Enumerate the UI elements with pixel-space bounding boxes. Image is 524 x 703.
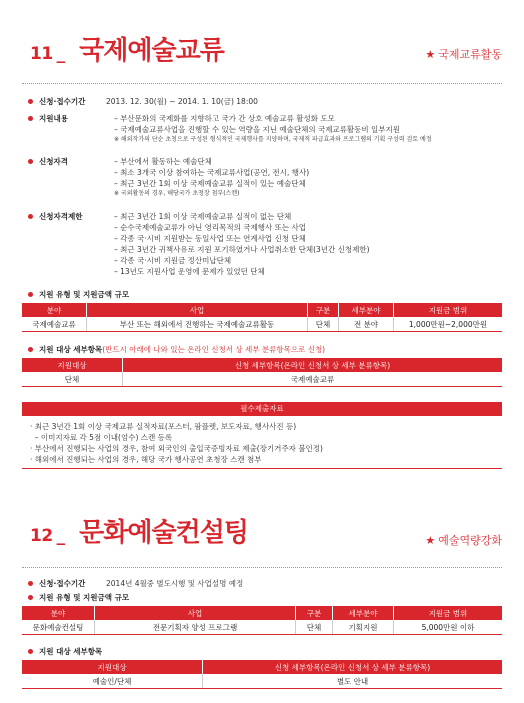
col-header: 세부분야 <box>333 606 394 620</box>
support-note: ※ 해외작가의 단순 초청으로 구성된 형식적인 국제행사를 지양하며, 국제적 파급효과와 프로그램의 기획 구성력 검토 예정 <box>114 136 432 143</box>
limit-line: – 최근 3년간 1회 이상 국제예술교류 실적이 없는 단체 <box>114 212 292 221</box>
section-tag <box>425 532 502 548</box>
table-header-row <box>22 660 502 674</box>
table-header-row <box>22 303 502 317</box>
table-cell: 문화예술컨설팅 <box>22 620 95 635</box>
period-label: 신청·접수기간 <box>39 579 86 588</box>
table-row <box>22 317 502 332</box>
section-dash: _ <box>56 44 66 64</box>
table-header-row <box>22 358 502 372</box>
scale-table <box>22 606 502 635</box>
section-tag-label: 국제교류활동 <box>438 48 502 61</box>
required-docs-list <box>30 421 323 465</box>
scale-label: 지원 유형 및 지원금액 규모 <box>39 290 130 299</box>
scale-label: 지원 유형 및 지원금액 규모 <box>39 593 130 602</box>
section-number: 11 <box>30 44 53 64</box>
bullet-icon <box>28 292 33 297</box>
qualification-row <box>28 156 68 167</box>
target-heading <box>28 646 102 657</box>
support-row <box>28 113 68 124</box>
target-note: (반드시 아래에 나와 있는 온라인 신청서 상 세부 분류항목으로 신청) <box>102 345 326 354</box>
col-header: 지원대상 <box>22 660 203 674</box>
table-cell: 단체 <box>22 372 123 387</box>
table-cell: 전문기획자 양성 프로그램 <box>95 620 296 635</box>
col-header: 분야 <box>22 303 87 317</box>
qualification-content <box>114 156 309 198</box>
col-header: 사업 <box>95 606 296 620</box>
support-label: 지원내용 <box>39 114 68 123</box>
table-row <box>22 620 502 635</box>
target-table <box>22 660 502 689</box>
qual-note: ※ 국외활동의 경우, 해당국가 초청장 첨부(스캔) <box>114 190 240 197</box>
table-row <box>22 674 502 689</box>
period-value: 2013. 12. 30(월) ~ 2014. 1. 10(금) 18:00 <box>106 97 258 106</box>
bullet-icon <box>28 159 33 164</box>
period-row <box>28 578 85 589</box>
req-line: · 부산에서 진행되는 사업의 경우, 참여 외국인의 출입국증빙자료 제출(장기거주자 불인정) <box>30 444 323 453</box>
qual-line: – 부산에서 활동하는 예술단체 <box>114 157 212 166</box>
qual-line: – 최소 3개국 이상 참여하는 국제교류사업(공연, 전시, 행사) <box>114 168 310 177</box>
table-cell: 단체 <box>296 620 333 635</box>
col-header: 지원금 범위 <box>394 606 503 620</box>
table-cell: 전 분야 <box>339 317 394 332</box>
support-content <box>114 113 432 144</box>
col-header: 지원대상 <box>22 358 123 372</box>
star-icon: ★ <box>425 48 436 61</box>
col-header: 신청 세부항목(온라인 신청서 상 세부 분류항목) <box>203 660 503 674</box>
support-line: – 국제예술교류사업을 진행할 수 있는 역량을 지닌 예술단체의 국제교류활동비 일부지원 <box>114 125 401 134</box>
limit-line: – 순수국제예술교류가 아닌 영리목적의 국제행사 또는 사업 <box>114 223 306 232</box>
table-row <box>22 372 502 387</box>
support-line: – 부산문화의 국제화를 지향하고 국가 간 상호 예술교류 활성화 도모 <box>114 114 335 123</box>
table-cell: 1,000만원~2,000만원 <box>394 317 503 332</box>
table-cell: 5,000만원 이하 <box>394 620 503 635</box>
restriction-row <box>28 211 82 222</box>
section-11-heading <box>30 30 224 67</box>
bullet-icon <box>28 595 33 600</box>
bullet-icon <box>28 581 33 586</box>
bullet-icon <box>28 99 33 104</box>
col-header: 구분 <box>296 606 333 620</box>
table-cell: 국제예술교류 <box>22 317 87 332</box>
target-label: 지원 대상 세부항목 <box>39 647 103 656</box>
table-cell: 국제예술교류 <box>123 372 503 387</box>
section-tag <box>425 46 502 62</box>
section-tag-label: 예술역량강화 <box>438 534 502 547</box>
period-label: 신청·접수기간 <box>39 97 86 106</box>
col-header: 지원금 범위 <box>394 303 503 317</box>
target-label: 지원 대상 세부항목 <box>39 345 103 354</box>
divider <box>22 567 502 568</box>
req-line: · 최근 3년간 1회 이상 국제교류 실적자료(포스터, 팜플렛, 보도자료, 행사사진 등) <box>30 422 297 431</box>
section-title: 국제예술교류 <box>79 36 224 66</box>
col-header: 신청 세부항목(온라인 신청서 상 세부 분류항목) <box>123 358 503 372</box>
star-icon: ★ <box>425 534 436 547</box>
limit-line: – 최근 3년간 귀책사유로 지원 포기하였거나 사업취소한 단체(3년간 신청제한) <box>114 245 370 254</box>
table-cell: 기획지원 <box>333 620 394 635</box>
section-title: 문화예술컨설팅 <box>79 518 248 548</box>
limit-line: – 각종 국·시비 지원금 정산미납단체 <box>114 256 232 265</box>
qual-line: – 최근 3년간 1회 이상 국제예술교류 실적이 있는 예술단체 <box>114 179 306 188</box>
qualification-label: 신청자격 <box>39 157 68 166</box>
bullet-icon <box>28 649 33 654</box>
section-12-heading <box>30 512 248 549</box>
period-value: 2014년 4월중 별도시행 및 사업설명 예정 <box>106 579 244 588</box>
scale-heading <box>28 592 129 603</box>
table-cell: 예술인/단체 <box>22 674 203 689</box>
table-header-row <box>22 606 502 620</box>
target-table <box>22 358 502 387</box>
req-line: – 이미지자료 각 5점 이내(엄수) 스캔 등록 <box>30 433 173 442</box>
required-docs-header: 필수제출자료 <box>22 402 502 416</box>
divider <box>22 83 502 84</box>
req-line: · 해외에서 진행되는 사업의 경우, 해당 국가 행사공연 초청장 스캔 첨부 <box>30 455 262 464</box>
target-heading <box>28 344 325 355</box>
restriction-label: 신청자격제한 <box>39 212 83 221</box>
bullet-icon <box>28 116 33 121</box>
col-header: 사업 <box>87 303 308 317</box>
divider <box>22 468 502 469</box>
restriction-content <box>114 211 370 277</box>
limit-line: – 13년도 지원사업 운영에 문제가 있었던 단체 <box>114 267 265 276</box>
col-header: 분야 <box>22 606 95 620</box>
scale-table <box>22 303 502 332</box>
bullet-icon <box>28 347 33 352</box>
col-header: 세부분야 <box>339 303 394 317</box>
bullet-icon <box>28 214 33 219</box>
table-cell: 단체 <box>308 317 339 332</box>
table-cell: 부산 또는 해외에서 진행하는 국제예술교류활동 <box>87 317 308 332</box>
section-number: 12 <box>30 526 53 546</box>
table-cell: 별도 안내 <box>203 674 503 689</box>
section-dash: _ <box>56 526 66 546</box>
col-header: 구분 <box>308 303 339 317</box>
scale-heading <box>28 289 129 300</box>
period-row <box>28 96 85 107</box>
limit-line: – 각종 국·시비 지원받는 동일사업 또는 연계사업 신청 단체 <box>114 234 306 243</box>
